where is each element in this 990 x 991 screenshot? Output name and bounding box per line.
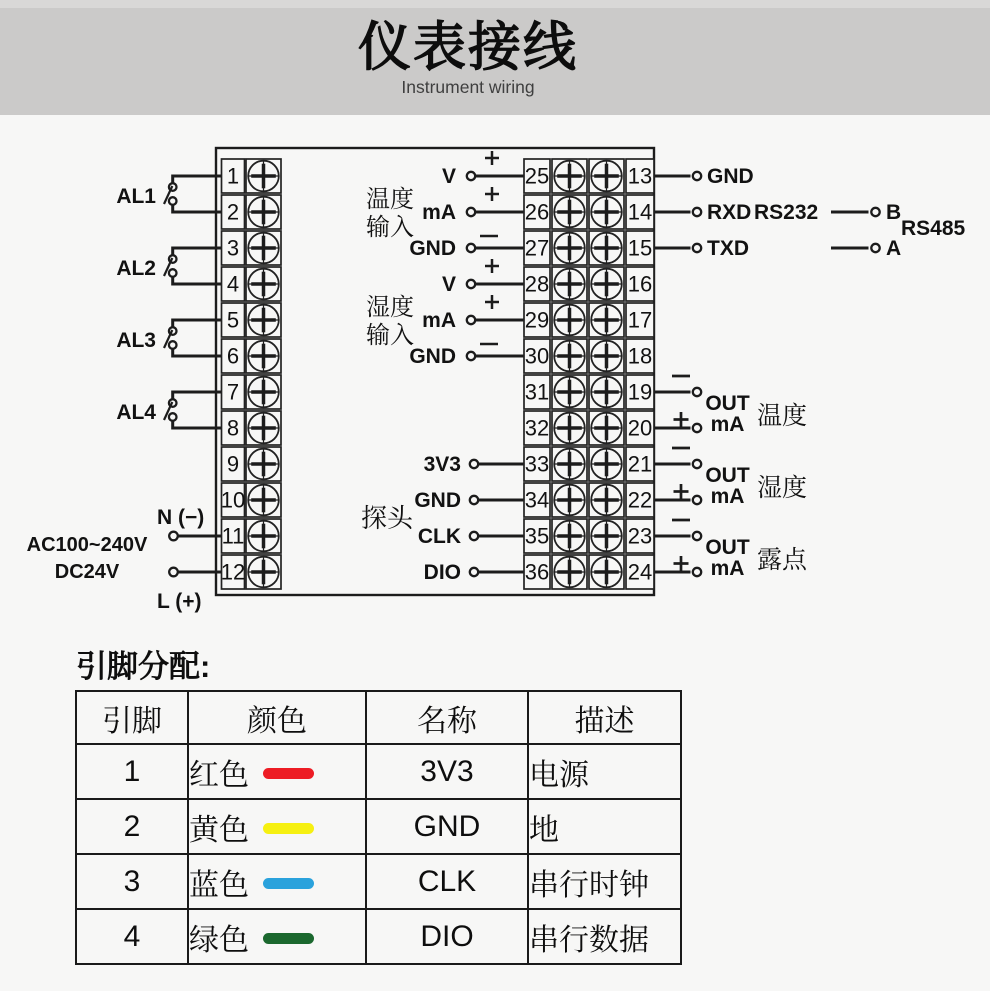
terminal-number: 30 bbox=[524, 343, 550, 369]
supply-voltage-label: AC100~240V bbox=[26, 534, 148, 556]
node-circle bbox=[467, 172, 475, 180]
col-header-color: 颜色 bbox=[188, 691, 366, 744]
node-circle bbox=[470, 568, 478, 576]
input-pin-label: GND bbox=[409, 345, 456, 368]
wire-color-cell bbox=[188, 854, 366, 909]
terminal-number: 34 bbox=[524, 487, 550, 513]
terminal-number: 12 bbox=[220, 559, 246, 585]
terminal-number: 4 bbox=[226, 271, 240, 297]
terminal-number: 11 bbox=[221, 523, 245, 549]
input-group-label: 输入 bbox=[366, 214, 414, 241]
terminal-number: 35 bbox=[524, 523, 550, 549]
wire-color-name: 红色 bbox=[189, 758, 249, 792]
supply-voltage-label: DC24V bbox=[54, 561, 120, 583]
signal-name-cell: GND bbox=[366, 799, 528, 854]
wire bbox=[173, 277, 222, 284]
node-circle bbox=[693, 532, 701, 540]
terminal-number: 26 bbox=[524, 199, 550, 225]
terminal-number: 20 bbox=[627, 415, 653, 441]
neutral-label: N (−) bbox=[157, 506, 205, 529]
signal-desc-cell: 串行数据 bbox=[528, 909, 681, 964]
col-header-name: 名称 bbox=[366, 691, 528, 744]
wire-color-swatch bbox=[263, 823, 314, 834]
node-circle bbox=[467, 208, 475, 216]
table-row bbox=[76, 744, 681, 799]
node-circle bbox=[871, 244, 879, 252]
terminal-number: 13 bbox=[627, 163, 653, 189]
signal-desc-cell: 电源 bbox=[528, 744, 681, 799]
terminal-number: 6 bbox=[226, 343, 240, 369]
wire-color-name: 蓝色 bbox=[189, 868, 249, 902]
terminal-number: 32 bbox=[524, 415, 550, 441]
terminal-number: 1 bbox=[226, 163, 240, 189]
wire-color-swatch bbox=[263, 933, 314, 944]
col-header-desc: 描述 bbox=[528, 691, 681, 744]
wire bbox=[173, 248, 222, 255]
terminal-number: 33 bbox=[524, 451, 550, 477]
terminal-number: 22 bbox=[627, 487, 653, 513]
alarm-label: AL1 bbox=[116, 185, 156, 208]
output-label: OUT bbox=[705, 464, 750, 487]
signal-desc-cell: 串行时钟 bbox=[528, 854, 681, 909]
output-unit-label: mA bbox=[710, 485, 745, 508]
wire bbox=[173, 349, 222, 356]
wire bbox=[173, 205, 222, 212]
switch-contact bbox=[169, 197, 177, 205]
table-row bbox=[76, 799, 681, 854]
probe-pin-label: 3V3 bbox=[423, 453, 461, 476]
input-pin-label: V bbox=[441, 273, 456, 296]
wire-color-cell bbox=[188, 799, 366, 854]
comm-pin-label: TXD bbox=[707, 237, 749, 260]
alarm-label: AL2 bbox=[116, 257, 156, 280]
node-circle bbox=[467, 316, 475, 324]
node-circle bbox=[470, 496, 478, 504]
output-channel-label: 露点 bbox=[757, 546, 808, 574]
input-group-label: 湿度 bbox=[366, 294, 414, 321]
switch-contact bbox=[169, 413, 177, 421]
node-circle bbox=[467, 244, 475, 252]
rs485-label: RS485 bbox=[901, 217, 966, 240]
page-title: 仪表接线 bbox=[358, 18, 578, 77]
switch-contact bbox=[169, 341, 177, 349]
terminal-number: 16 bbox=[627, 271, 653, 297]
pin-table-title: 引脚分配: bbox=[76, 649, 211, 684]
terminal-number: 18 bbox=[627, 343, 653, 369]
signal-desc-cell: 地 bbox=[528, 799, 681, 854]
power-node bbox=[169, 532, 178, 541]
wire bbox=[173, 421, 222, 428]
terminal-number: 24 bbox=[627, 559, 653, 585]
node-circle bbox=[693, 460, 701, 468]
alarm-label: AL4 bbox=[116, 401, 156, 424]
node-circle bbox=[693, 496, 701, 504]
signal-name-cell: DIO bbox=[366, 909, 528, 964]
wire-color-cell bbox=[188, 744, 366, 799]
terminal-number: 7 bbox=[226, 379, 240, 405]
input-pin-label: V bbox=[441, 165, 456, 188]
pin-number-cell: 4 bbox=[76, 909, 188, 964]
switch-contact bbox=[169, 269, 177, 277]
output-label: OUT bbox=[705, 392, 750, 415]
terminal-number: 2 bbox=[226, 199, 240, 225]
terminal-number: 23 bbox=[627, 523, 653, 549]
input-pin-label: mA bbox=[422, 309, 456, 332]
node-circle bbox=[693, 208, 701, 216]
wire-color-cell bbox=[188, 909, 366, 964]
rs485-b-label: B bbox=[886, 201, 902, 224]
rs232-label: RS232 bbox=[754, 201, 819, 224]
pin-number-cell: 1 bbox=[76, 744, 188, 799]
output-label: OUT bbox=[705, 536, 750, 559]
wire bbox=[173, 392, 222, 399]
node-circle bbox=[467, 352, 475, 360]
wire bbox=[173, 176, 222, 183]
wire-color-swatch bbox=[263, 878, 314, 889]
input-group-label: 温度 bbox=[366, 186, 414, 213]
input-group-label: 输入 bbox=[366, 322, 414, 349]
table-row bbox=[76, 854, 681, 909]
terminal-number: 21 bbox=[627, 451, 653, 477]
comm-pin-label: GND bbox=[707, 165, 754, 188]
wire bbox=[173, 320, 222, 327]
output-channel-label: 湿度 bbox=[757, 474, 808, 502]
node-circle bbox=[871, 208, 879, 216]
probe-pin-label: DIO bbox=[423, 561, 461, 584]
wire-color-name: 黄色 bbox=[189, 813, 249, 847]
node-circle bbox=[470, 532, 478, 540]
rs485-a-label: A bbox=[886, 237, 902, 260]
node-circle bbox=[693, 388, 701, 396]
wire-color-swatch bbox=[263, 768, 314, 779]
comm-pin-label: RXD bbox=[707, 201, 752, 224]
probe-pin-label: GND bbox=[414, 489, 461, 512]
table-row bbox=[76, 909, 681, 964]
terminal-number: 19 bbox=[627, 379, 653, 405]
terminal-number: 28 bbox=[524, 271, 550, 297]
node-circle bbox=[693, 424, 701, 432]
alarm-label: AL3 bbox=[116, 329, 156, 352]
page-subtitle: Instrument wiring bbox=[401, 76, 535, 97]
node-circle bbox=[693, 172, 701, 180]
terminal-number: 29 bbox=[524, 307, 550, 333]
wire-color-name: 绿色 bbox=[189, 923, 249, 957]
probe-pin-label: CLK bbox=[417, 525, 461, 548]
node-circle bbox=[693, 244, 701, 252]
terminal-number: 10 bbox=[220, 487, 246, 513]
terminal-number: 36 bbox=[524, 559, 550, 585]
output-channel-label: 温度 bbox=[757, 402, 808, 430]
pin-number-cell: 2 bbox=[76, 799, 188, 854]
signal-name-cell: CLK bbox=[366, 854, 528, 909]
terminal-number: 9 bbox=[226, 451, 240, 477]
output-unit-label: mA bbox=[710, 557, 745, 580]
terminal-number: 25 bbox=[524, 163, 550, 189]
node-circle bbox=[693, 568, 701, 576]
pin-number-cell: 3 bbox=[76, 854, 188, 909]
terminal-number: 17 bbox=[627, 307, 653, 333]
terminal-number: 8 bbox=[226, 415, 240, 441]
output-unit-label: mA bbox=[710, 413, 745, 436]
node-circle bbox=[467, 280, 475, 288]
terminal-number: 31 bbox=[524, 379, 550, 405]
terminal-number: 15 bbox=[627, 235, 653, 261]
node-circle bbox=[470, 460, 478, 468]
pin-assignment-table bbox=[75, 690, 682, 965]
col-header-pin: 引脚 bbox=[76, 691, 188, 744]
input-pin-label: GND bbox=[409, 237, 456, 260]
terminal-number: 3 bbox=[226, 235, 240, 261]
terminal-number: 5 bbox=[226, 307, 240, 333]
probe-group-label: 探头 bbox=[360, 503, 414, 533]
table-header-row bbox=[76, 691, 681, 744]
live-label: L (+) bbox=[157, 590, 202, 613]
signal-name-cell: 3V3 bbox=[366, 744, 528, 799]
terminal-number: 14 bbox=[627, 199, 653, 225]
terminal-number: 27 bbox=[524, 235, 550, 261]
power-node bbox=[169, 568, 178, 577]
input-pin-label: mA bbox=[422, 201, 456, 224]
